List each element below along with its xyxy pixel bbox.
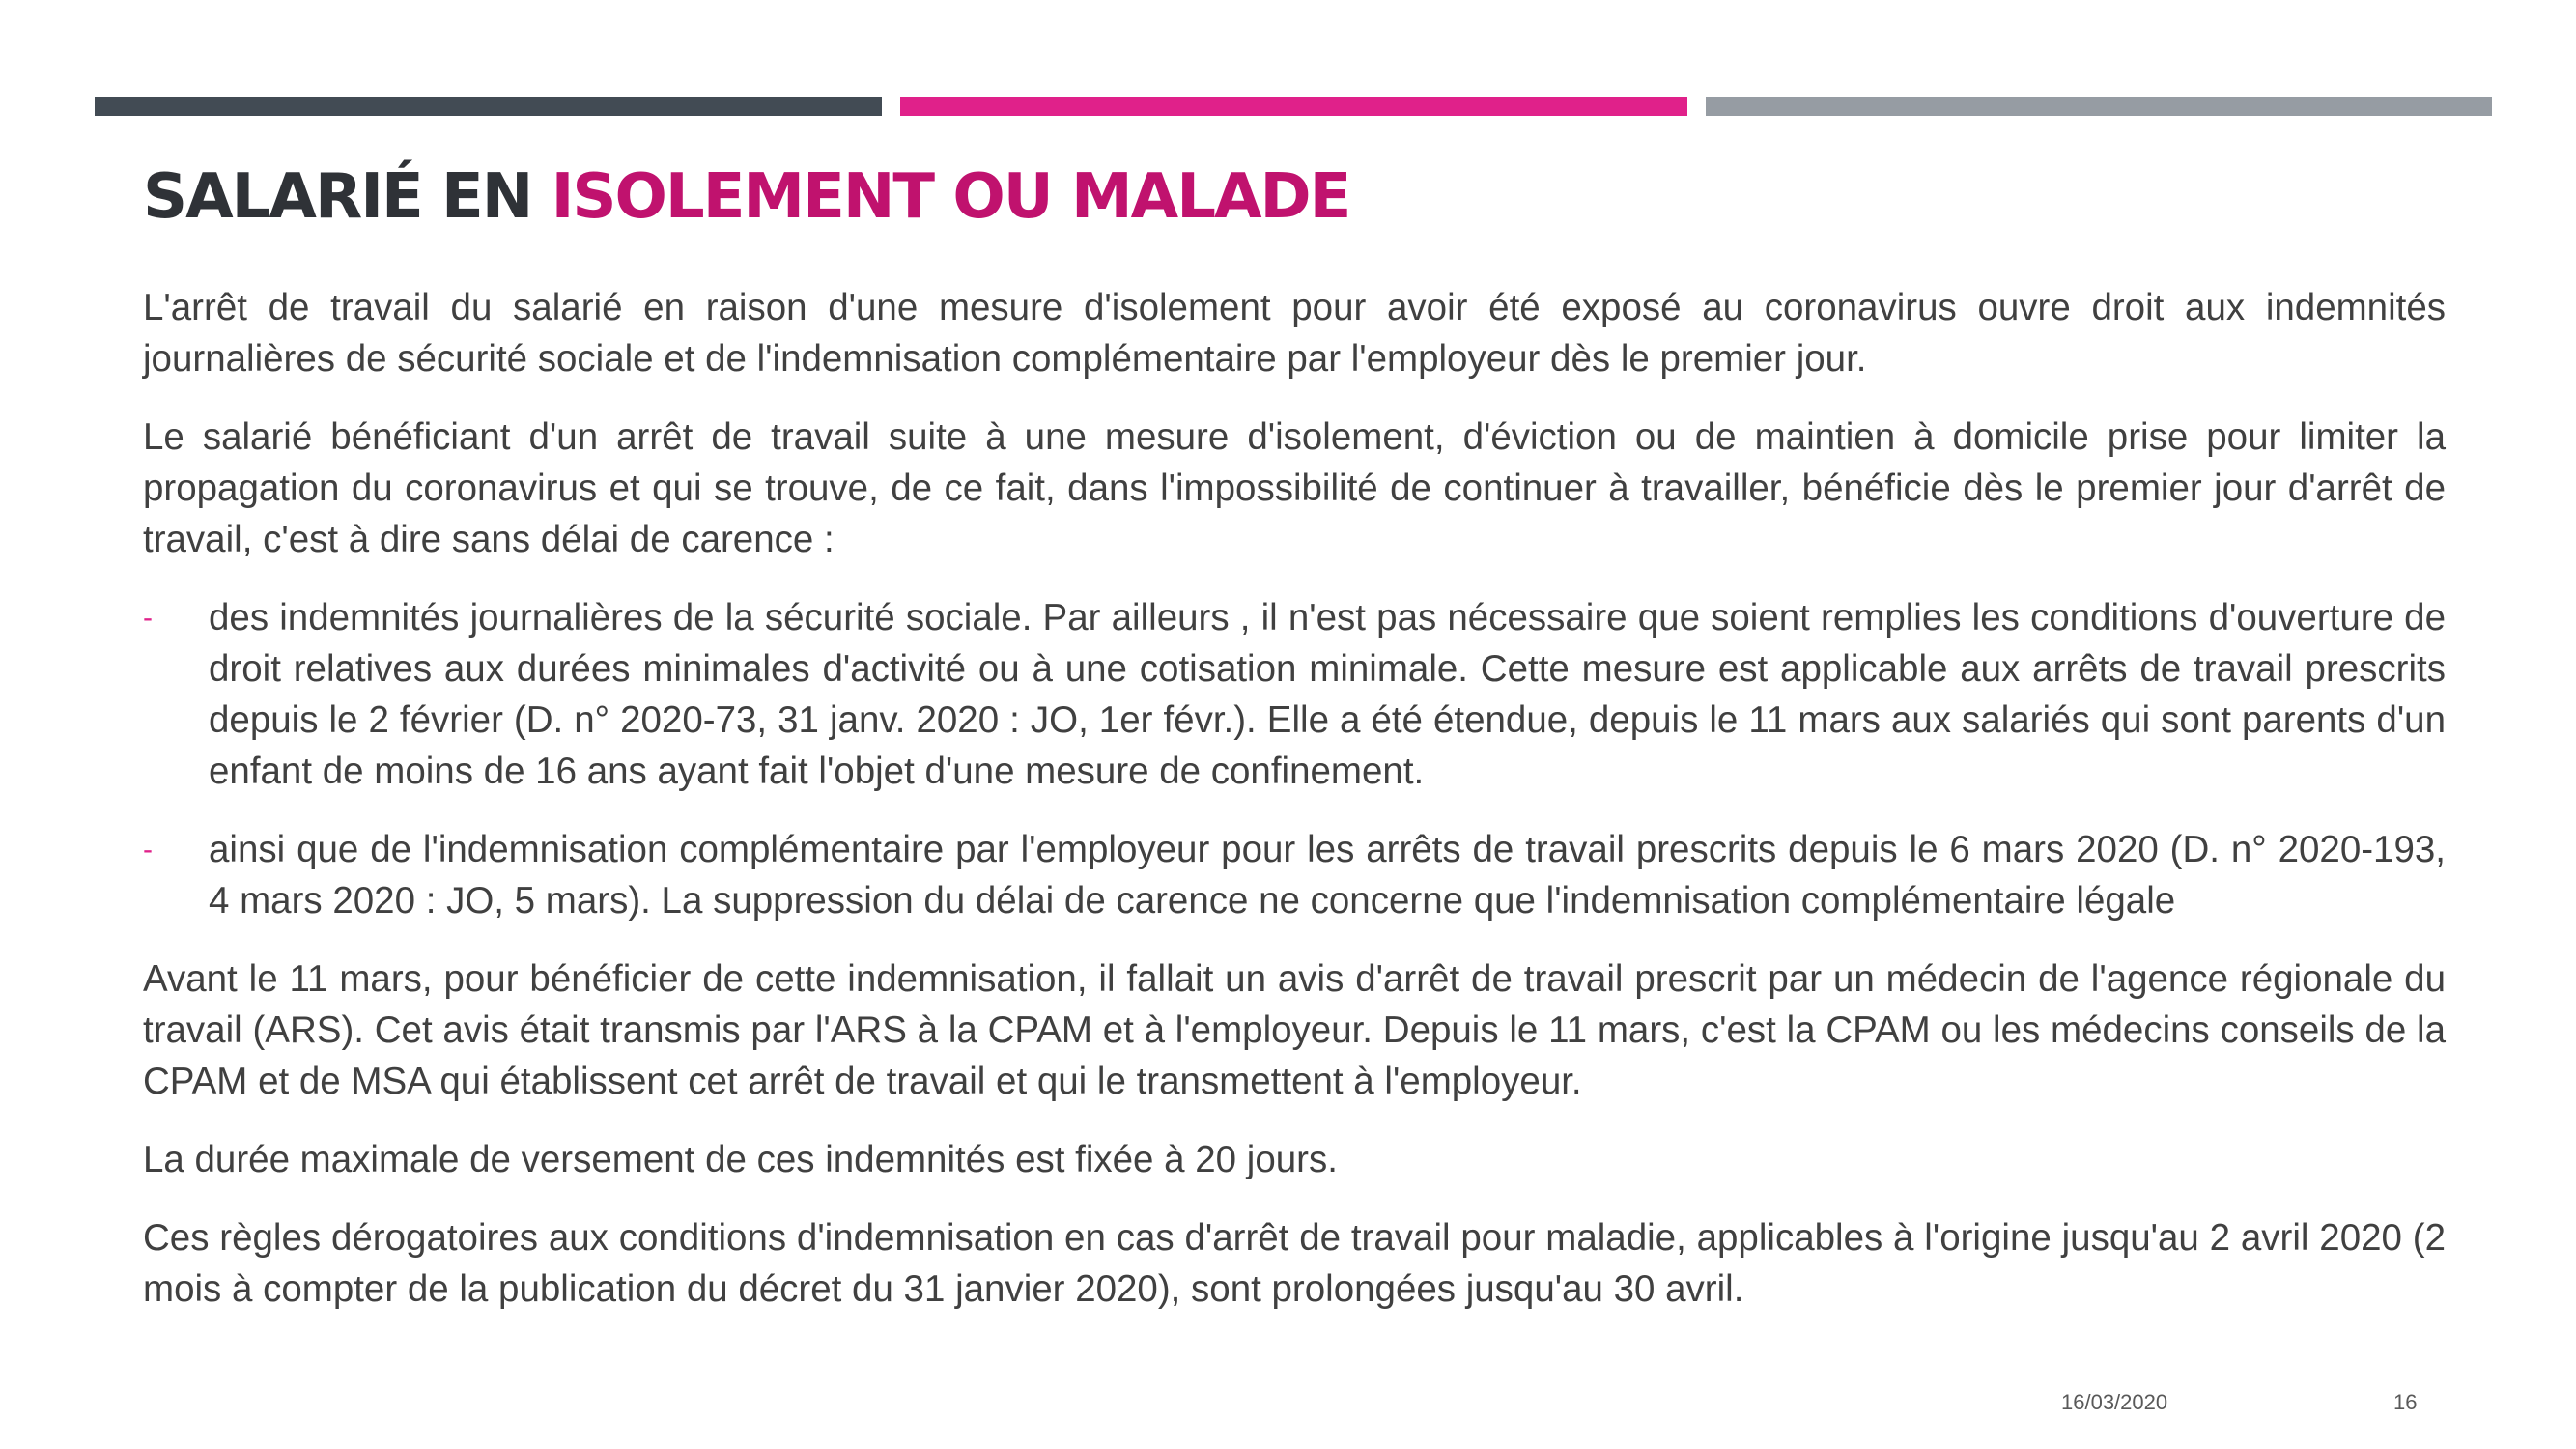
header-bar-light: [1706, 97, 2492, 116]
list-item-text: ainsi que de l'indemnisation complémentaire par l'employeur pour les arrêts de travail prescrits depuis le 6 mars 2020 (D. n° 2020-193, 4 mars 2020 : JO, 5 mars). La suppression du délai de carence ne concerne que l'indemnisation complémentaire légale: [209, 829, 2446, 922]
slide-body: [143, 282, 2446, 1315]
bullet-dash-icon: -: [143, 834, 153, 866]
paragraph-isolement: L'arrêt de travail du salarié en raison d'une mesure d'isolement pour avoir été exposé au coronavirus ouvre droit aux indemnités journalières de sécurité sociale et de l'indemnisation complémentaire par l'employeur dès le premier jour.: [143, 287, 2446, 380]
header-bar-dark: [95, 97, 882, 116]
footer-page-number: 16: [2393, 1390, 2418, 1414]
slide-title-part2: ISOLEMENT OU MALADE: [551, 161, 1350, 233]
header-bar-accent: [900, 97, 1687, 116]
list-item: [143, 592, 2446, 797]
paragraph-regles-derogatoires: Ces règles dérogatoires aux conditions d'indemnisation en cas d'arrêt de travail pour maladie, applicables à l'origine jusqu'au 2 avril 2020 (2 mois à compter de la publication du décret du 31 janvier 2020), sont prolongées jusqu'au 30 avril.: [143, 1217, 2446, 1310]
slide-title: [143, 162, 1349, 234]
list-item: [143, 824, 2446, 926]
paragraph-beneficiaire: Le salarié bénéficiant d'un arrêt de travail suite à une mesure d'isolement, d'éviction ou de maintien à domicile prise pour limiter la propagation du coronavirus et qui se trouve, de ce fait, dans l'impossibilité de continuer à travailler, bénéficie dès le premier jour d'arrêt de travail, c'est à dire sans délai de carence :: [143, 416, 2446, 560]
footer-date: 16/03/2020: [2061, 1390, 2168, 1414]
paragraph-avant-11-mars: Avant le 11 mars, pour bénéficier de cette indemnisation, il fallait un avis d'arrêt de travail prescrit par un médecin de l'agence régionale du travail (ARS). Cet avis était transmis par l'ARS à la CPAM et à l'employeur. Depuis le 11 mars, c'est la CPAM ou les médecins conseils de la CPAM et de MSA qui établissent cet arrêt de travail et qui le transmettent à l'employeur.: [143, 958, 2446, 1102]
slide-title-part1: SALARIÉ EN: [143, 161, 552, 233]
list-item-text: des indemnités journalières de la sécurité sociale. Par ailleurs , il n'est pas nécessaire que soient remplies les conditions d'ouverture de droit relatives aux durées minimales d'activité ou à une cotisation minimale. Cette mesure est applicable aux arrêts de travail prescrits depuis le 2 février (D. n° 2020-73, 31 janv. 2020 : JO, 1er févr.). Elle a été étendue, depuis le 11 mars aux salariés qui sont parents d'un enfant de moins de 16 ans ayant fait l'objet d'une mesure de confinement.: [209, 597, 2446, 792]
bullet-list: [143, 592, 2446, 926]
paragraph-duree-maximale: La durée maximale de versement de ces indemnités est fixée à 20 jours.: [143, 1139, 1338, 1180]
bullet-dash-icon: -: [143, 602, 153, 634]
